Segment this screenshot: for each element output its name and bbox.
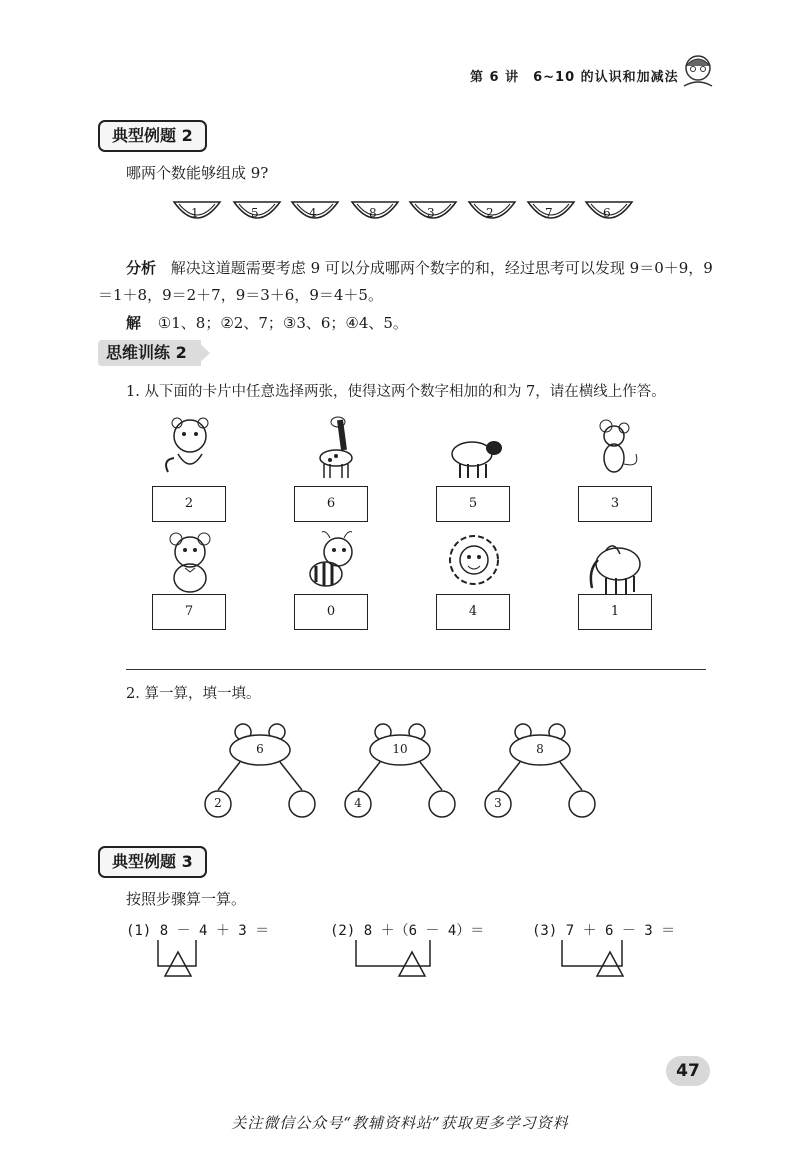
example2-question: 哪两个数能够组成 9? [126,164,269,182]
frog-top-number: 6 [256,742,264,756]
bear-icon [160,530,220,596]
practice2-q2: 2. 算一算，填一填。 [126,686,261,702]
expr-2: (2) 8 ＋（6 － 4）＝ [330,923,485,939]
number-card[interactable]: 5 [436,486,510,522]
expr-3: (3) 7 ＋ 6 － 3 ＝ [532,923,676,939]
analysis-label: 分析 [126,259,157,277]
number-card[interactable]: 3 [578,486,652,522]
balance-3 [562,940,623,976]
answer-block [126,312,408,333]
number-card[interactable]: 7 [152,594,226,630]
number-card[interactable]: 1 [578,594,652,630]
number-card[interactable]: 2 [152,486,226,522]
cartoon-girl-icon [680,52,716,90]
bond-left-number: 3 [494,796,502,810]
frog-bond-lines [0,720,800,830]
elephant-icon [586,530,646,596]
bond-left-number: 2 [214,796,222,810]
frog-top-number: 8 [536,742,544,756]
lion-icon [444,530,504,596]
balance-1 [158,940,196,976]
analysis-line1: 解决这道题需要考虑 9 可以分成哪两个数字的和，经过思考可以发现 9＝0＋9，9 [170,259,713,277]
sheep-icon [444,414,504,480]
slice-number: 5 [251,206,259,220]
answer-line[interactable] [126,669,706,670]
footer-note: 关注微信公众号“教辅资料站”获取更多学习资料 [231,1114,569,1132]
answer-label: 解 [126,314,142,332]
example2-badge: 典型例题 2 [98,120,207,152]
slice-number: 2 [486,206,494,220]
frog-top-number: 10 [392,742,408,756]
balance-diagrams [0,930,800,990]
practice2-tag: 思维训练 2 [98,340,201,366]
giraffe-icon [302,414,362,480]
balance-2 [356,940,430,976]
slice-number: 3 [427,206,435,220]
slice-number: 7 [545,206,553,220]
slice-number: 6 [603,206,611,220]
example3-instruction: 按照步骤算一算。 [126,890,247,908]
bee-icon [302,530,362,596]
mouse-icon [586,414,646,480]
page-number: 47 [666,1056,710,1086]
number-card[interactable]: 6 [294,486,368,522]
analysis-block [126,252,726,284]
example3-badge: 典型例题 3 [98,846,207,878]
slice-number: 8 [369,206,377,220]
number-card[interactable]: 4 [436,594,510,630]
slice-number: 4 [309,206,317,220]
number-card[interactable]: 0 [294,594,368,630]
expr-1: (1) 8 － 4 ＋ 3 ＝ [126,923,270,939]
answer-text: ①1、8；②2、7；③3、6；④4、5。 [157,314,408,332]
bond-left-number: 4 [354,796,362,810]
slice-number: 1 [191,206,199,220]
tag-arrow [196,340,210,366]
chapter-header: 第 6 讲 6~10 的认识和加减法 [470,70,679,85]
practice2-q1: 1. 从下面的卡片中任意选择两张，使得这两个数字相加的和为 7，请在横线上作答。 [126,384,666,400]
analysis-line2: ＝1＋8，9＝2＋7，9＝3＋6，9＝4＋5。 [98,286,383,304]
tiger-icon [160,414,220,480]
